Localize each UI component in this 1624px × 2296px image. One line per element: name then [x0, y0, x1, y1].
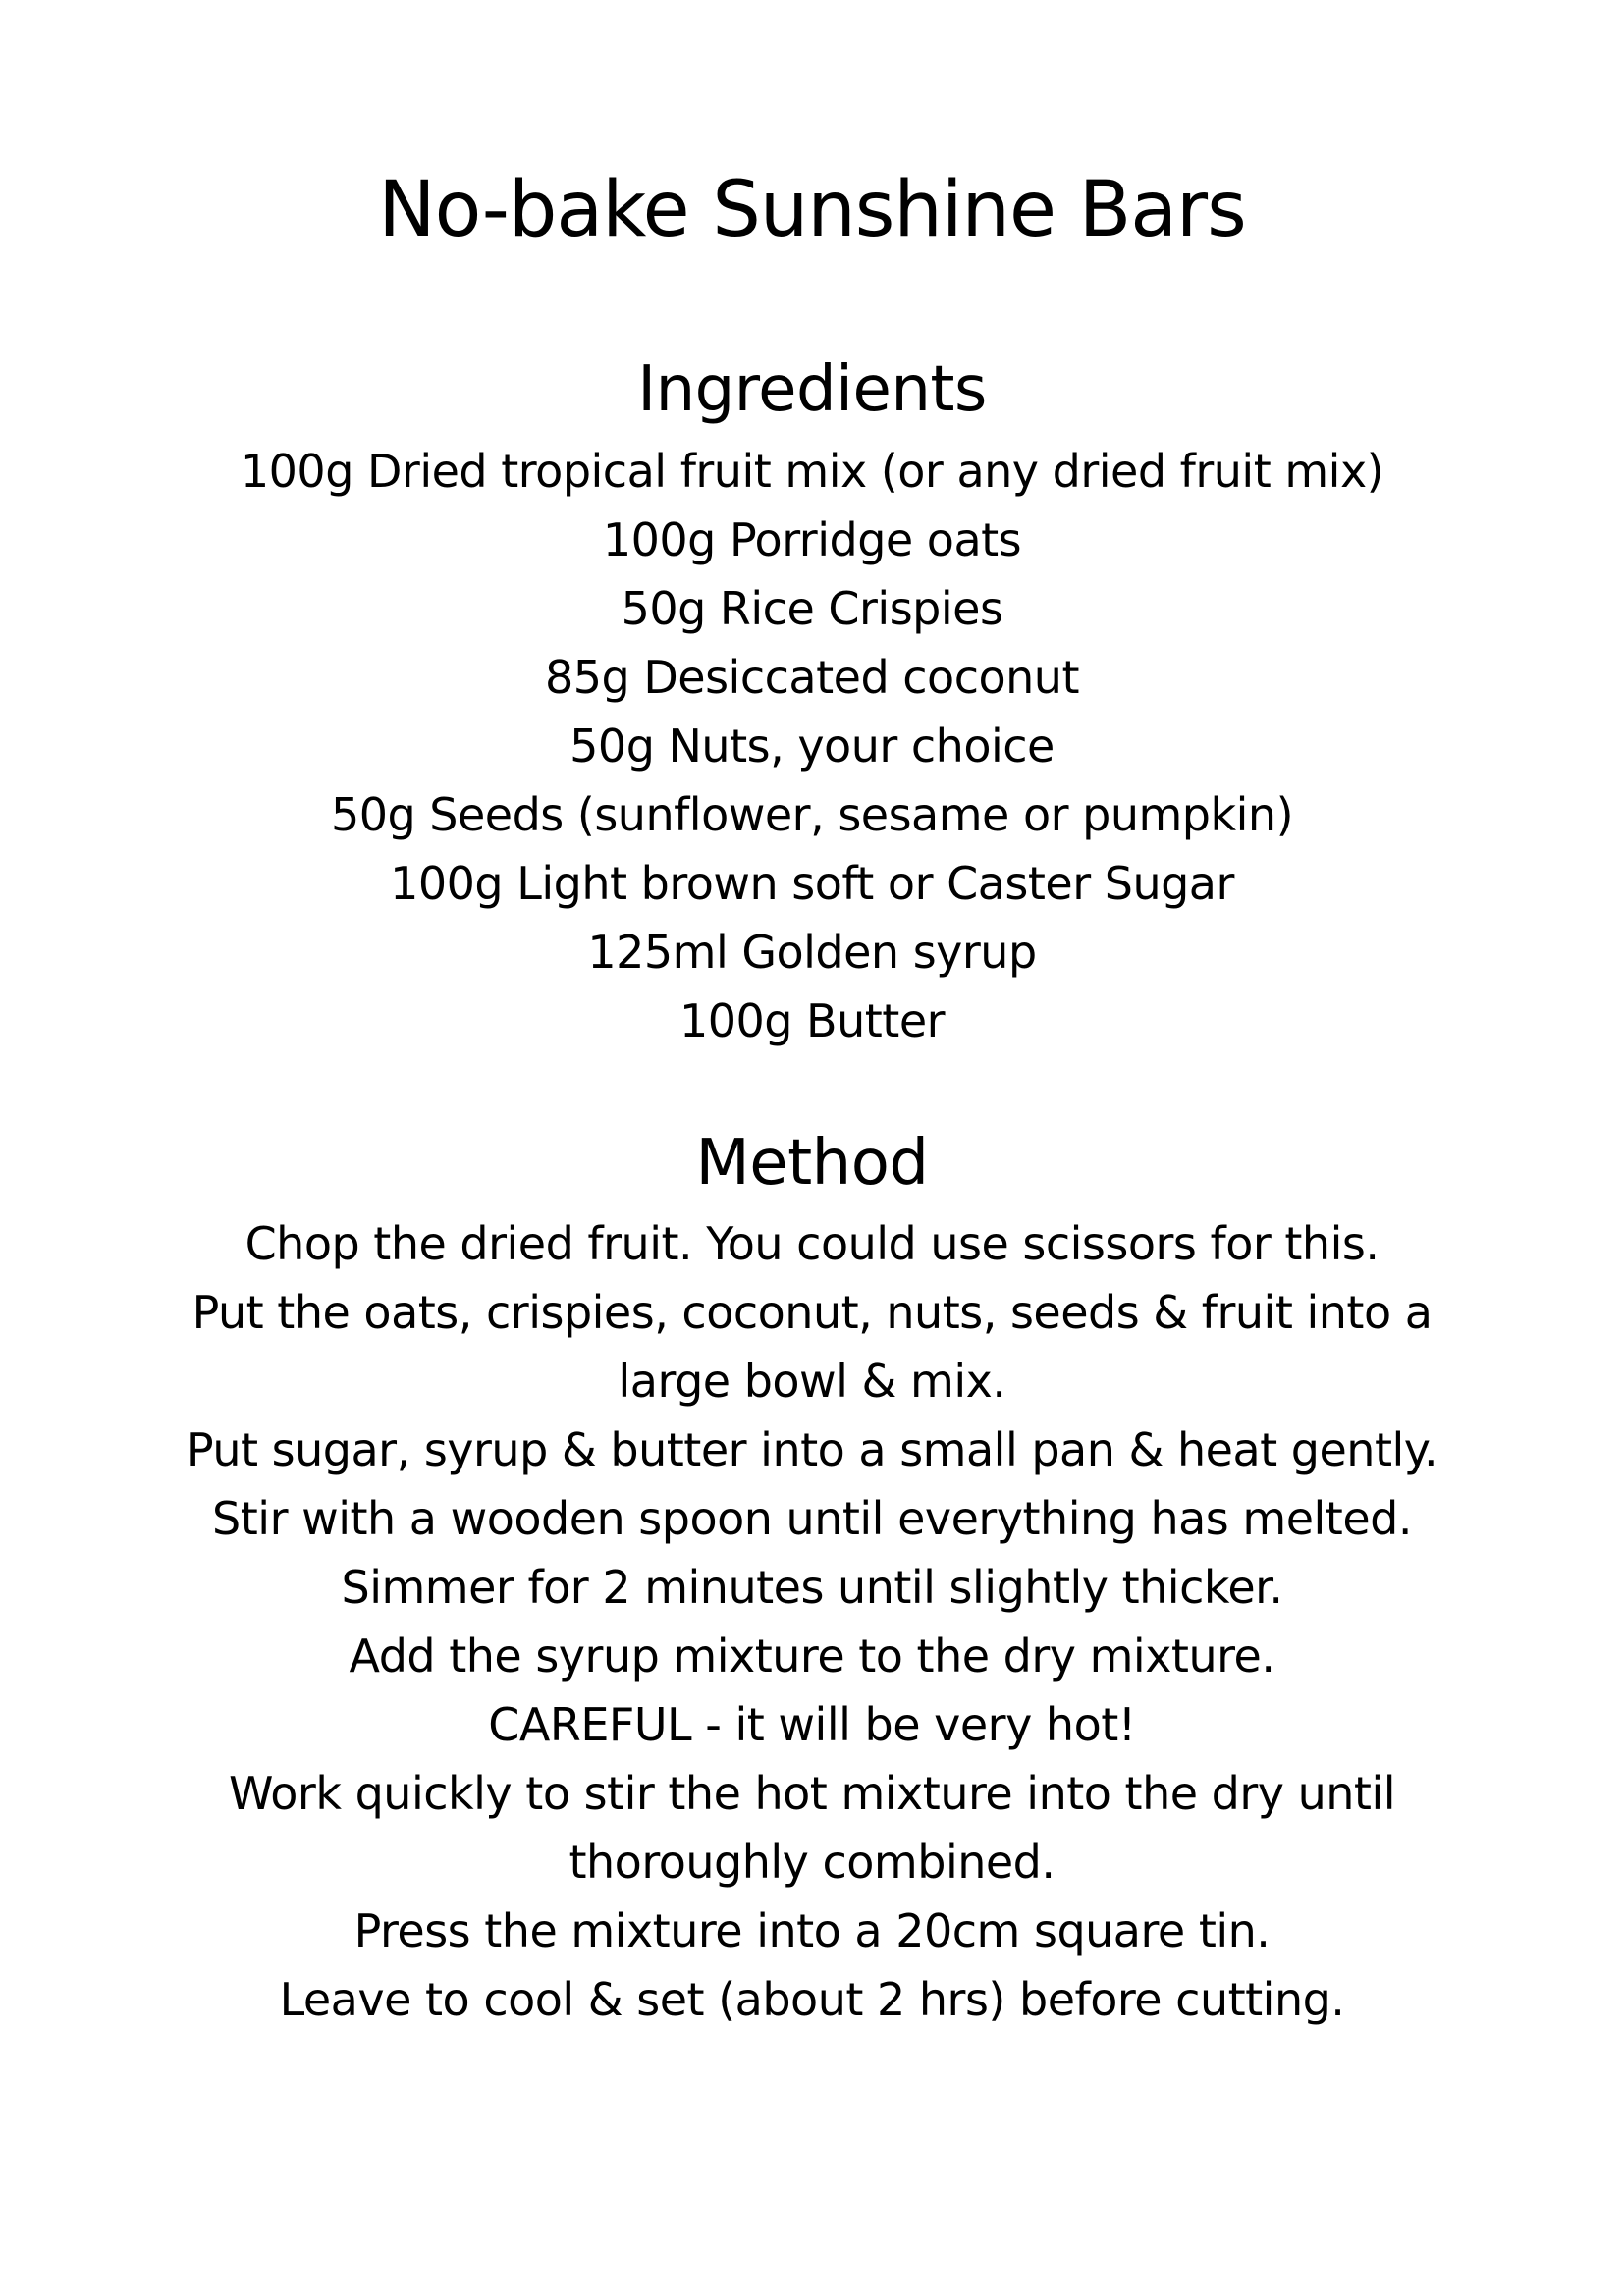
method-line: Chop the dried fruit. You could use scissors for this. [244, 1217, 1380, 1270]
method-line: Add the syrup mixture to the dry mixture. [349, 1629, 1275, 1682]
ingredient-item: 50g Seeds (sunflower, sesame or pumpkin) [330, 788, 1294, 841]
ingredient-item: 100g Porridge oats [602, 513, 1022, 566]
method-line: Stir with a wooden spoon until everything has melted. [212, 1492, 1412, 1545]
ingredient-item: 50g Rice Crispies [621, 582, 1003, 635]
method-list [0, 1209, 1624, 2034]
ingredient-item: 50g Nuts, your choice [569, 720, 1055, 773]
method-line: Leave to cool & set (about 2 hrs) before cutting. [279, 1973, 1345, 2026]
method-line: Work quickly to stir the hot mixture into the dry until [228, 1767, 1396, 1820]
ingredient-item: 100g Butter [678, 994, 946, 1047]
ingredient-item: 85g Desiccated coconut [545, 651, 1079, 704]
method-line: large bowl & mix. [618, 1355, 1006, 1408]
ingredient-item: 100g Light brown soft or Caster Sugar [390, 857, 1234, 910]
ingredients-list [0, 437, 1624, 1055]
ingredient-item: 100g Dried tropical fruit mix (or any dried fruit mix) [240, 445, 1384, 498]
recipe-title: No-bake Sunshine Bars [378, 166, 1246, 254]
method-line: Put the oats, crispies, coconut, nuts, seeds & fruit into a [191, 1286, 1433, 1339]
method-line: Simmer for 2 minutes until slightly thicker. [341, 1561, 1283, 1614]
ingredients-heading: Ingredients [637, 353, 987, 426]
method-line: CAREFUL - it will be very hot! [488, 1698, 1136, 1751]
method-line: Press the mixture into a 20cm square tin. [353, 1904, 1271, 1957]
ingredient-item: 125ml Golden syrup [587, 926, 1037, 979]
method-heading: Method [695, 1127, 929, 1200]
method-line: Put sugar, syrup & butter into a small pan & heat gently. [186, 1423, 1438, 1476]
method-line: thoroughly combined. [568, 1836, 1056, 1889]
